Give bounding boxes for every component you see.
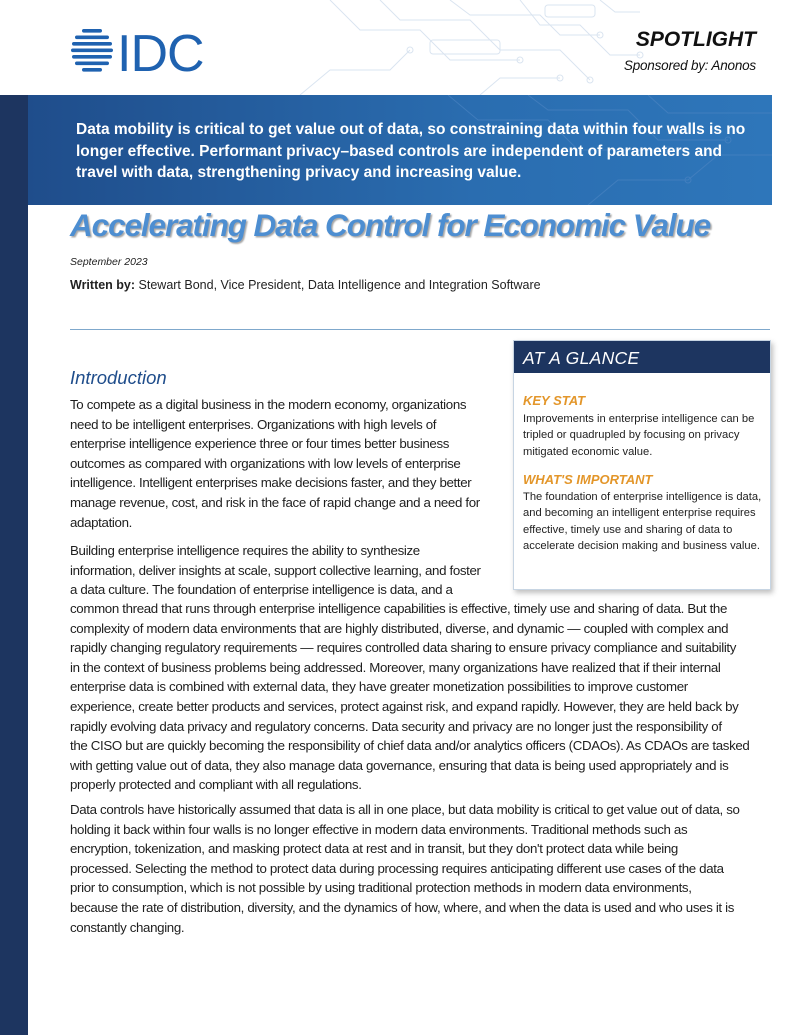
paragraph-line: Data controls have historically assumed that data is all in one place, but data mobility is critical to get value out of data, so <box>70 802 740 817</box>
paragraph-line: enterprise intelligence experience three or four times better business <box>70 436 450 452</box>
paragraph-line: common thread that runs through enterprise intelligence capabilities is effective, timely use and sharing of data. But the <box>70 601 728 616</box>
intro-paragraph-1 <box>70 395 480 532</box>
intro-paragraph-3 <box>70 800 740 937</box>
paragraph-line: encryption, tokenization, and masking protect data at rest and in transit, but they don't protect data while being <box>70 841 678 857</box>
paragraph-line: constantly changing. <box>70 919 185 935</box>
key-stat-text: Improvements in enterprise intelligence can be tripled or quadrupled by focusing on privacy mitigated economic value. <box>523 413 755 458</box>
paragraph-line: Building enterprise intelligence requires the ability to synthesize <box>70 543 420 558</box>
summary-banner <box>28 95 772 205</box>
document-title: Accelerating Data Control for Economic Value <box>70 207 711 243</box>
intro-paragraph-2-top <box>70 541 481 600</box>
intro-paragraph-2-body <box>70 599 749 795</box>
key-stat-label: KEY STAT <box>523 393 586 408</box>
at-a-glance-box <box>513 340 771 590</box>
paragraph-line: properly protected and compliant with all regulations. <box>70 777 362 793</box>
paragraph-line: complexity of modern data environments that are highly distributed, diverse, and dynamic — coupled with complex and <box>70 620 729 636</box>
left-rail-decoration <box>0 95 28 1035</box>
paragraph-line: manage revenue, cost, and risk in the face of rapid change and a need for <box>70 494 480 510</box>
paragraph-line: because the rate of distribution, diversity, and the dynamics of how, where, and when the data is used and who uses it is <box>70 899 735 915</box>
logo-text: IDC <box>117 27 204 77</box>
whats-important-text: The foundation of enterprise intelligence is data, and becoming an intelligent enterprise requires effective, timely use and sharing of data to accelerate decision making and business value. <box>523 491 762 552</box>
sponsor-label: Sponsored by: Anonos <box>623 58 756 73</box>
paragraph-line: need to be intelligent enterprises. Organizations with high levels of <box>70 416 437 432</box>
paragraph-line: experience, create better products and services, protect against risk, and expand rapidly. However, they are held back by <box>70 698 739 714</box>
intro-heading: Introduction <box>70 367 167 388</box>
paragraph-line: processed. Selecting the method to protect data during processing requires anticipating different use cases of the data <box>70 860 724 876</box>
paragraph-line: holding it back within four walls is no longer effective in modern data environments. Traditional methods such as <box>70 821 688 837</box>
paragraph-line: information, deliver insights at scale, support collective learning, and foster <box>70 562 481 578</box>
whats-important-label: WHAT'S IMPORTANT <box>523 472 653 487</box>
paragraph-line: in the context of business problems being addressed. Moreover, many organizations have realized that if their internal <box>70 659 721 675</box>
paragraph-line: prior to consumption, which is not possible by using traditional protection methods in modern data environments, <box>70 880 692 896</box>
paragraph-line: the CISO but are quickly becoming the responsibility of chief data and/or analytics officers (CDAOs). As CDAOs are tasked <box>70 738 750 754</box>
paragraph-line: with getting value out of data, they also manage data governance, ensuring that data is being used appropriately and is <box>70 757 729 773</box>
paragraph-line: a data culture. The foundation of enterprise intelligence is data, and a <box>70 582 453 598</box>
author-label: Written by: <box>70 278 136 292</box>
paragraph-line: rapidly changing regulatory requirements — requires controlled data sharing to ensure privacy compliance and suitability <box>70 640 737 656</box>
paragraph-line: intelligence. Intelligent enterprises make decisions faster, and they better <box>70 475 472 491</box>
publish-date: September 2023 <box>70 256 148 268</box>
header <box>0 0 800 95</box>
banner-summary-text: Data mobility is critical to get value out of data, so constraining data within four walls is no longer effective. Performant privacy–based controls are independent of parameters and travel with data, strengthening privacy and increasing value. <box>76 121 746 181</box>
author-name: Stewart Bond, Vice President, Data Intelligence and Integration Software <box>138 278 541 292</box>
author-line <box>70 278 541 292</box>
paragraph-line: To compete as a digital business in the modern economy, organizations <box>70 397 467 412</box>
paragraph-line: enterprise data is combined with external data, they have greater monetization possibilities to improve customer <box>70 679 688 695</box>
glance-heading: AT A GLANCE <box>514 341 770 373</box>
paragraph-line: adaptation. <box>70 514 132 530</box>
idc-logo <box>70 27 215 77</box>
paragraph-line: rapidly evolving data privacy and regulatory concerns. Data security and privacy are no longer just the responsibility of <box>70 718 722 734</box>
spotlight-label: SPOTLIGHT <box>635 28 756 51</box>
paragraph-line: outcomes as compared with organizations with low levels of enterprise <box>70 455 461 471</box>
divider <box>70 329 770 330</box>
